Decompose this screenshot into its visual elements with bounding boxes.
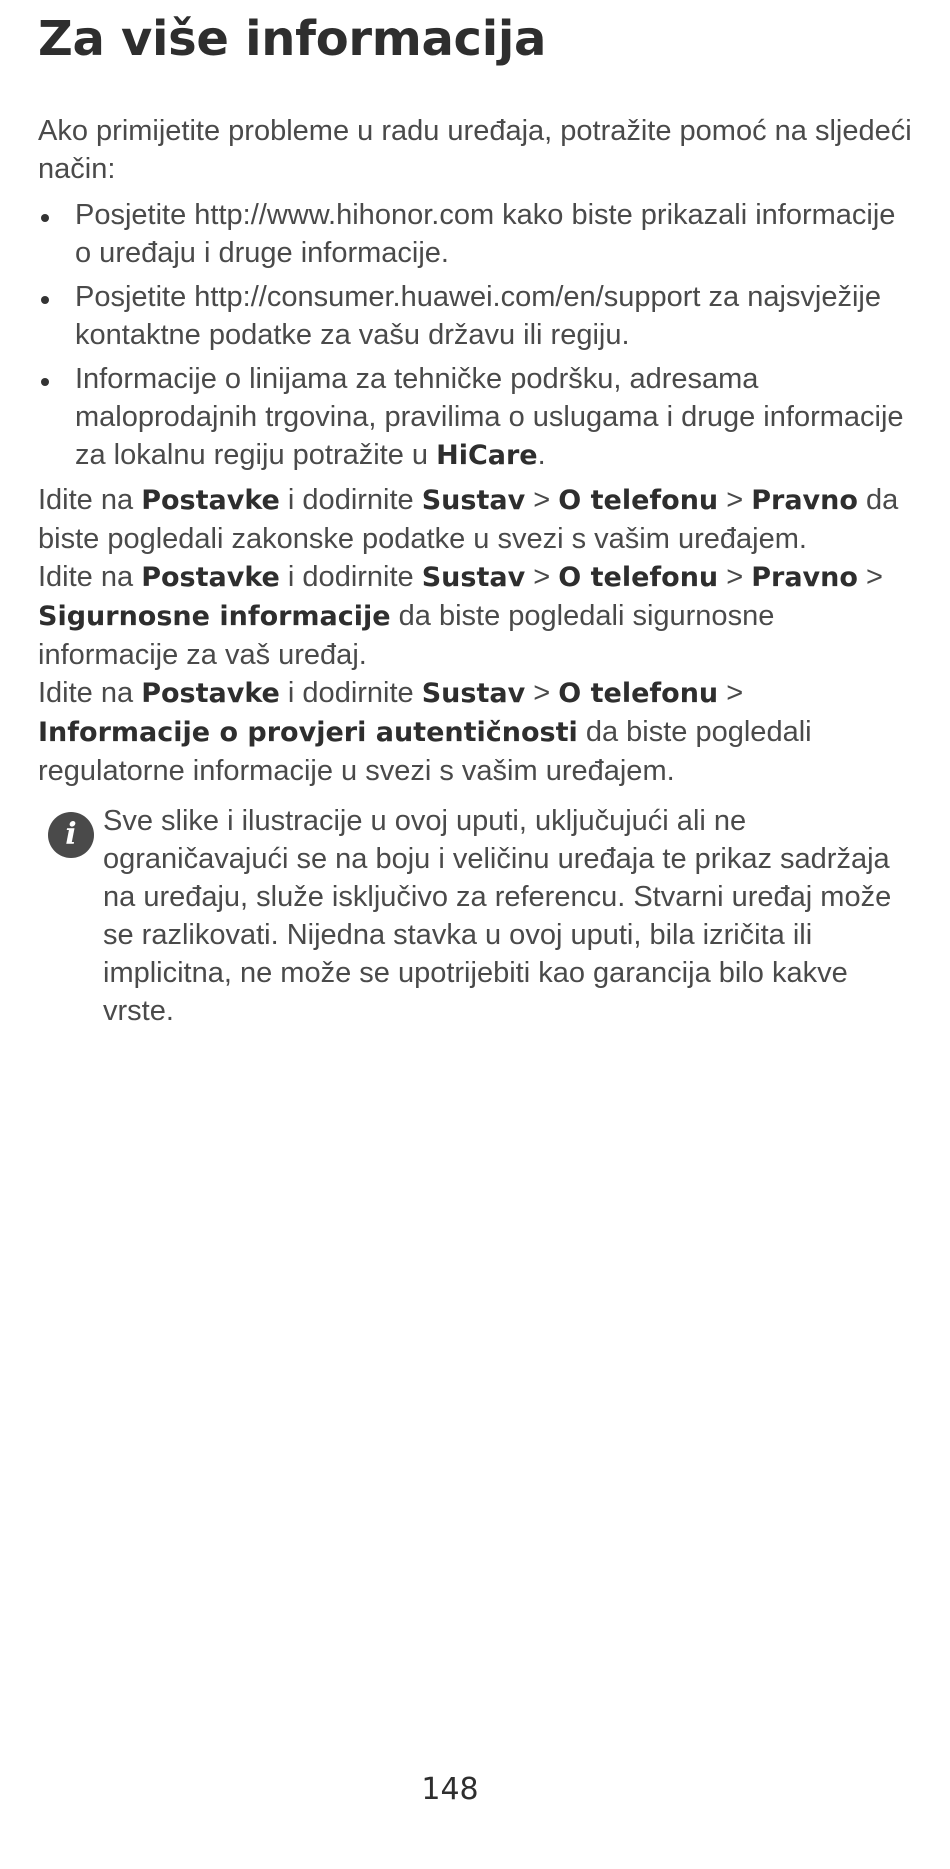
text-part: >	[525, 677, 559, 709]
menu-path-legal: Pravno	[751, 485, 858, 516]
menu-path-authentication-info: Informacije o provjeri autentičnosti	[38, 717, 578, 748]
text-part: da biste pogledali regulatorne informacije u svezi s vašim uređajem.	[38, 716, 812, 787]
safety-info-paragraph	[38, 558, 918, 674]
text-part: >	[525, 561, 559, 593]
bullet-text: Posjetite http://www.hihonor.com kako biste prikazali informacije o uređaju i druge informacije.	[75, 199, 896, 269]
document-page	[38, 0, 918, 1030]
menu-path-settings: Postavke	[141, 562, 280, 593]
menu-path-about-phone: O telefonu	[558, 678, 719, 709]
menu-path-settings: Postavke	[141, 485, 280, 516]
list-item	[38, 360, 918, 475]
bullet-text-part: .	[537, 439, 546, 471]
list-item	[38, 196, 918, 272]
text-part: Idite na	[38, 484, 142, 516]
text-part: >	[525, 484, 559, 516]
list-item	[38, 278, 918, 354]
text-part: da biste pogledali sigurnosne informacije za vaš uređaj.	[38, 600, 775, 671]
text-part: i dodirnite	[279, 677, 422, 709]
menu-path-system: Sustav	[421, 678, 526, 709]
intro-paragraph: Ako primijetite probleme u radu uređaja, potražite pomoć na sljedeći način:	[38, 115, 912, 185]
support-bullet-list	[38, 196, 918, 475]
menu-path-about-phone: O telefonu	[558, 562, 719, 593]
text-part: >	[718, 561, 752, 593]
bullet-icon	[41, 296, 49, 304]
hicare-label: HiCare	[436, 440, 538, 471]
menu-path-legal: Pravno	[751, 562, 858, 593]
page-title: Za više informacija	[38, 11, 547, 67]
menu-path-settings: Postavke	[141, 678, 280, 709]
text-part: >	[718, 484, 752, 516]
bullet-icon	[41, 214, 49, 222]
legal-info-paragraph	[38, 481, 918, 558]
disclaimer-text: Sve slike i ilustracije u ovoj uputi, uključujući ali ne ograničavajući se na boju i veličinu uređaja te prikaz sadržaja na uređaju, služe isključivo za referencu. Stvarni uređaj može se razlikovati. Nijedna stavka u ovoj uputi, bila izričita ili implicitna, ne može se upotrijebiti kao garancija bilo kakve vrste.	[103, 805, 892, 1027]
menu-path-system: Sustav	[421, 562, 526, 593]
bullet-text-part: Informacije o linijama za tehničke podršku, adresama maloprodajnih trgovina, pravilima o uslugama i druge informacije za lokalnu regiju potražite u	[75, 363, 904, 471]
menu-path-about-phone: O telefonu	[558, 485, 719, 516]
page-number: 148	[421, 1772, 479, 1807]
bullet-text: Posjetite http://consumer.huawei.com/en/support za najsvježije kontaktne podatke za vašu državu ili regiju.	[75, 281, 881, 351]
text-part: Idite na	[38, 677, 142, 709]
menu-path-system: Sustav	[421, 485, 526, 516]
text-part: i dodirnite	[279, 484, 422, 516]
disclaimer-note	[38, 802, 918, 1030]
text-part: >	[718, 677, 744, 709]
text-part: Idite na	[38, 561, 142, 593]
text-part: i dodirnite	[279, 561, 422, 593]
text-part: da biste pogledali zakonske podatke u svezi s vašim uređajem.	[38, 484, 899, 555]
menu-path-safety-info: Sigurnosne informacije	[38, 601, 391, 632]
bullet-icon	[41, 378, 49, 386]
info-icon: i	[48, 812, 94, 858]
regulatory-info-paragraph	[38, 674, 918, 790]
text-part: >	[857, 561, 883, 593]
bullet-text	[75, 363, 904, 471]
